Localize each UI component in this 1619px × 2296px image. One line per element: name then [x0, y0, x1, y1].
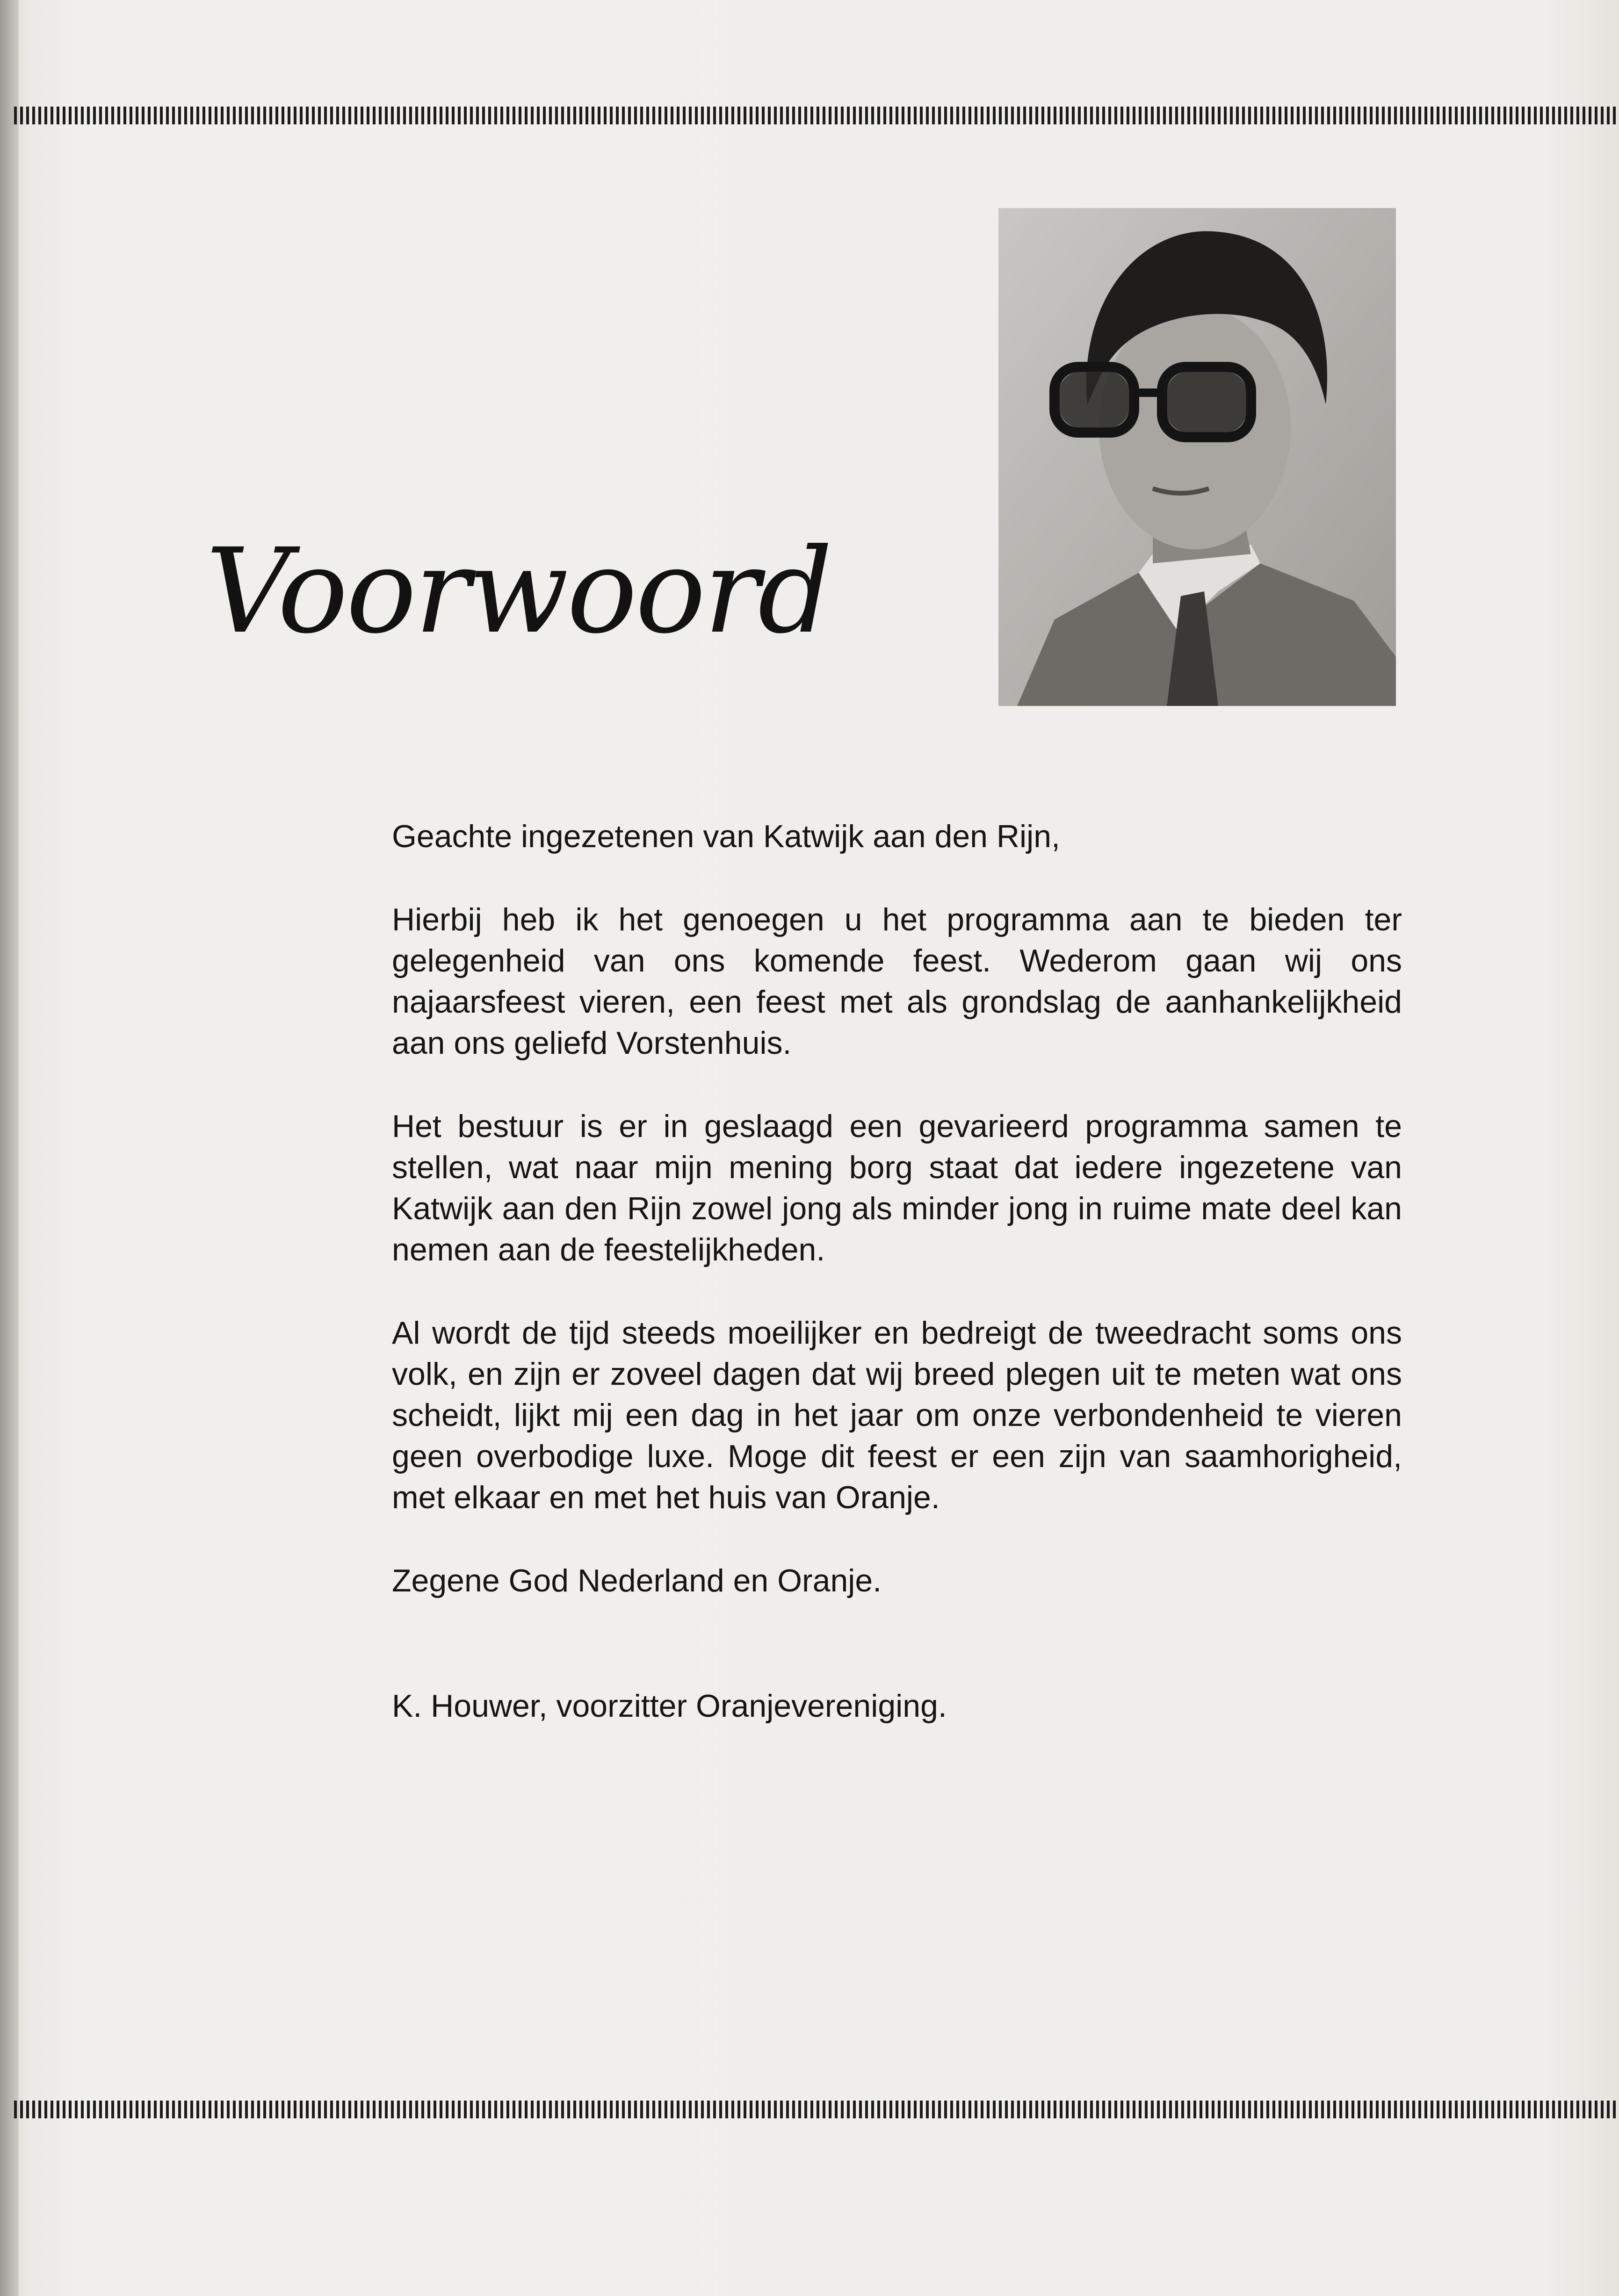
decorative-rule-bottom — [14, 2101, 1619, 2118]
decorative-rule-top — [14, 107, 1619, 124]
paragraph-2: Het bestuur is er in geslaagd een gevarieerd programma samen te stellen, wat naar mijn mening borg staat dat iedere ingezetene van Katwijk aan den Rijn zowel jong als minder jong in ruime mate deel kan nemen aan de feestelijkheden. — [392, 1108, 1402, 1267]
salutation: Geachte ingezetenen van Katwijk aan den Rijn, — [392, 819, 1060, 854]
signature: K. Houwer, voorzitter Oranjevereniging. — [392, 1688, 947, 1724]
portrait-photo — [998, 208, 1396, 706]
page-title: Voorwoord — [206, 523, 831, 659]
paragraph-3: Al wordt de tijd steeds moeilijker en bedreigt de tweedracht soms ons volk, en zijn er zoveel dagen dat wij breed plegen uit te meten wat ons scheidt, lijkt mij een dag in het jaar om onze verbondenheid te vieren geen overbodige luxe. Moge dit feest er een zijn van saamhorigheid, met elkaar en met het huis van Oranje. — [392, 1315, 1402, 1515]
blessing: Zegene God Nederland en Oranje. — [392, 1563, 882, 1598]
letter-body — [392, 816, 1402, 1727]
binding-edge — [0, 0, 19, 2296]
portrait-photo-icon — [998, 208, 1396, 706]
paragraph-1: Hierbij heb ik het genoegen u het programma aan te bieden ter gelegenheid van ons komende feest. Wederom gaan wij ons najaarsfeest vieren, een feest met als grondslag de aanhankelijkheid aan ons geliefd Vorstenhuis. — [392, 902, 1402, 1061]
